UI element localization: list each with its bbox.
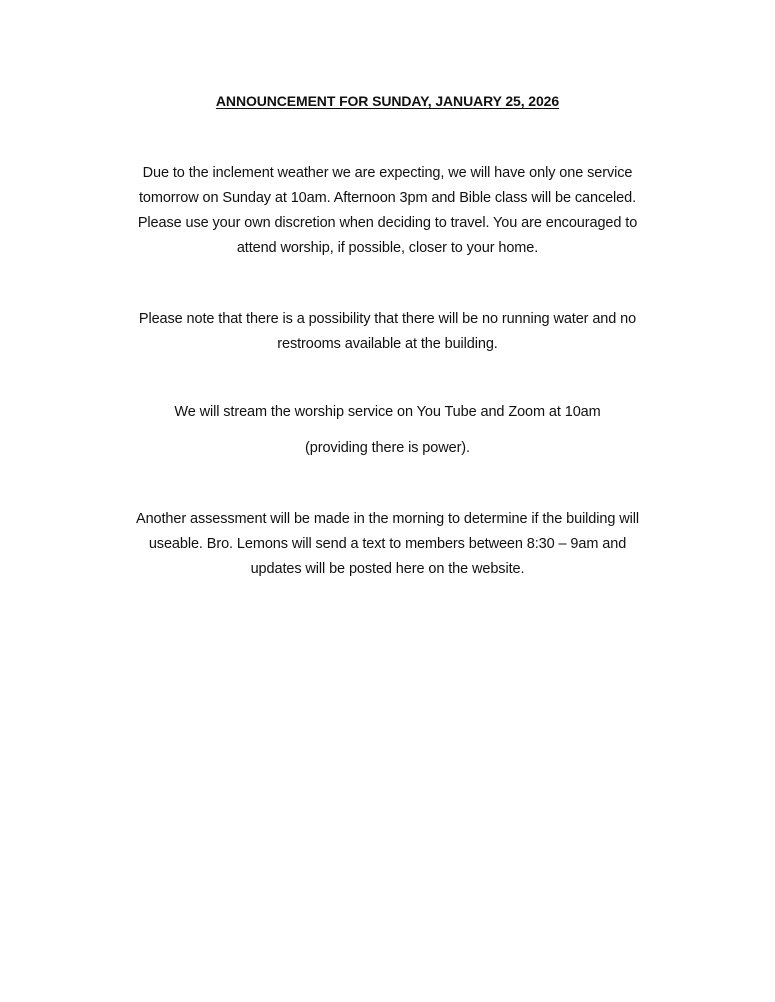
- weather-service-paragraph: [84, 161, 691, 261]
- paragraph-line: Another assessment will be made in the morning to determine if the building will: [136, 511, 639, 527]
- assessment-paragraph: [84, 507, 691, 582]
- power-note-paragraph: [84, 436, 691, 461]
- stream-paragraph: [84, 400, 691, 425]
- paragraph-line: Due to the inclement weather we are expecting, we will have only one service: [142, 165, 633, 181]
- paragraph-line: restrooms available at the building.: [277, 336, 498, 352]
- paragraph-line: We will stream the worship service on You Tube and Zoom at 10am: [174, 404, 601, 420]
- announcement-title: ANNOUNCEMENT FOR SUNDAY, JANUARY 25, 2026: [215, 93, 560, 109]
- paragraph-line: Please note that there is a possibility that there will be no running water and no: [138, 311, 637, 327]
- paragraph-line: tomorrow on Sunday at 10am. Afternoon 3pm and Bible class will be canceled.: [138, 190, 637, 206]
- paragraph-line: Please use your own discretion when deciding to travel. You are encouraged to: [137, 215, 638, 231]
- water-restroom-paragraph: [84, 307, 691, 357]
- paragraph-line: attend worship, if possible, closer to your home.: [236, 240, 539, 256]
- paragraph-line: (providing there is power).: [305, 440, 470, 456]
- paragraph-line: updates will be posted here on the website.: [250, 561, 525, 577]
- paragraph-line: useable. Bro. Lemons will send a text to members between 8:30 – 9am and: [148, 536, 627, 552]
